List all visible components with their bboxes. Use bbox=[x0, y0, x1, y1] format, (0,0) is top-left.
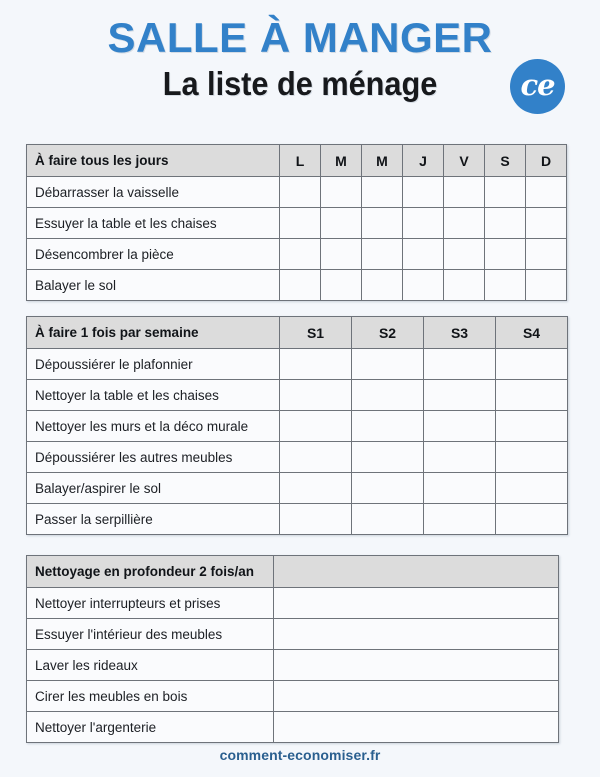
checkbox-cell[interactable] bbox=[424, 504, 496, 535]
checkbox-cell[interactable] bbox=[424, 473, 496, 504]
checkbox-cell[interactable] bbox=[280, 270, 321, 301]
column-header-blank bbox=[274, 556, 559, 588]
checkbox-cell[interactable] bbox=[362, 177, 403, 208]
checklist-deep bbox=[26, 555, 559, 743]
checkbox-cell[interactable] bbox=[526, 239, 567, 270]
brand-logo-text: ce bbox=[520, 68, 555, 102]
checkbox-cell[interactable] bbox=[496, 504, 568, 535]
checkbox-cell[interactable] bbox=[280, 208, 321, 239]
table-row bbox=[27, 650, 559, 681]
checkbox-cell[interactable] bbox=[403, 177, 444, 208]
checkbox-cell[interactable] bbox=[321, 177, 362, 208]
task-label: Balayer le sol bbox=[27, 270, 280, 301]
checklist-table-deep bbox=[26, 555, 559, 743]
task-label: Dépoussiérer le plafonnier bbox=[27, 349, 280, 380]
table-row bbox=[27, 588, 559, 619]
table-header-row bbox=[27, 317, 568, 349]
table-row bbox=[27, 504, 568, 535]
checkbox-cell[interactable] bbox=[444, 239, 485, 270]
checkbox-cell[interactable] bbox=[321, 270, 362, 301]
table-row bbox=[27, 349, 568, 380]
column-header-j: J bbox=[403, 145, 444, 177]
table-row bbox=[27, 208, 567, 239]
table-row bbox=[27, 411, 568, 442]
checkbox-cell[interactable] bbox=[496, 473, 568, 504]
checkbox-cell[interactable] bbox=[280, 411, 352, 442]
task-label: Nettoyer les murs et la déco murale bbox=[27, 411, 280, 442]
task-label: Nettoyer interrupteurs et prises bbox=[27, 588, 274, 619]
checkbox-cell[interactable] bbox=[526, 270, 567, 301]
table-header-row bbox=[27, 145, 567, 177]
footer-site-link[interactable]: comment-economiser.fr bbox=[219, 747, 381, 763]
task-label: Nettoyer l'argenterie bbox=[27, 712, 274, 743]
table-row bbox=[27, 239, 567, 270]
task-label: Débarrasser la vaisselle bbox=[27, 177, 280, 208]
checkbox-cell[interactable] bbox=[321, 208, 362, 239]
checklist-table-daily bbox=[26, 144, 567, 301]
column-header-s4: S4 bbox=[496, 317, 568, 349]
task-label: Passer la serpillière bbox=[27, 504, 280, 535]
table-row bbox=[27, 442, 568, 473]
table-section-title: À faire 1 fois par semaine bbox=[27, 317, 280, 349]
checkbox-cell[interactable] bbox=[403, 208, 444, 239]
checkbox-cell[interactable] bbox=[485, 270, 526, 301]
checkbox-cell[interactable] bbox=[496, 411, 568, 442]
checkbox-cell[interactable] bbox=[485, 239, 526, 270]
checkbox-cell[interactable] bbox=[352, 504, 424, 535]
table-row bbox=[27, 681, 559, 712]
checklist-table-weekly bbox=[26, 316, 568, 535]
checkbox-cell[interactable] bbox=[352, 349, 424, 380]
column-header-s2: S2 bbox=[352, 317, 424, 349]
checkbox-cell[interactable] bbox=[280, 349, 352, 380]
column-header-s: S bbox=[485, 145, 526, 177]
checkbox-cell[interactable] bbox=[274, 650, 559, 681]
table-row bbox=[27, 177, 567, 208]
checkbox-cell[interactable] bbox=[485, 177, 526, 208]
table-section-title: Nettoyage en profondeur 2 fois/an bbox=[27, 556, 274, 588]
table-row bbox=[27, 473, 568, 504]
task-label: Essuyer l'intérieur des meubles bbox=[27, 619, 274, 650]
page-header bbox=[0, 0, 600, 104]
checkbox-cell[interactable] bbox=[321, 239, 362, 270]
table-header-row bbox=[27, 556, 559, 588]
column-header-d: D bbox=[526, 145, 567, 177]
table-row bbox=[27, 619, 559, 650]
task-label: Dépoussiérer les autres meubles bbox=[27, 442, 280, 473]
checkbox-cell[interactable] bbox=[444, 177, 485, 208]
checkbox-cell[interactable] bbox=[280, 442, 352, 473]
task-label: Essuyer la table et les chaises bbox=[27, 208, 280, 239]
checkbox-cell[interactable] bbox=[352, 442, 424, 473]
checkbox-cell[interactable] bbox=[496, 442, 568, 473]
checklist-weekly bbox=[26, 316, 568, 535]
task-label: Balayer/aspirer le sol bbox=[27, 473, 280, 504]
column-header-v: V bbox=[444, 145, 485, 177]
checkbox-cell[interactable] bbox=[280, 473, 352, 504]
checkbox-cell[interactable] bbox=[274, 588, 559, 619]
checkbox-cell[interactable] bbox=[274, 681, 559, 712]
checkbox-cell[interactable] bbox=[403, 270, 444, 301]
page-subtitle: La liste de ménage bbox=[162, 65, 438, 103]
checkbox-cell[interactable] bbox=[424, 380, 496, 411]
task-label: Désencombrer la pièce bbox=[27, 239, 280, 270]
checkbox-cell[interactable] bbox=[274, 712, 559, 743]
checkbox-cell[interactable] bbox=[274, 619, 559, 650]
checkbox-cell[interactable] bbox=[362, 270, 403, 301]
column-header-m: M bbox=[321, 145, 362, 177]
column-header-s3: S3 bbox=[424, 317, 496, 349]
table-row bbox=[27, 712, 559, 743]
checkbox-cell[interactable] bbox=[280, 380, 352, 411]
page-title: SALLE À MANGER bbox=[107, 14, 493, 61]
checkbox-cell[interactable] bbox=[362, 239, 403, 270]
checkbox-cell[interactable] bbox=[526, 208, 567, 239]
checkbox-cell[interactable] bbox=[424, 411, 496, 442]
footer bbox=[0, 747, 600, 763]
checkbox-cell[interactable] bbox=[424, 349, 496, 380]
checkbox-cell[interactable] bbox=[352, 411, 424, 442]
checkbox-cell[interactable] bbox=[352, 380, 424, 411]
checkbox-cell[interactable] bbox=[444, 270, 485, 301]
table-row bbox=[27, 380, 568, 411]
checklist-daily bbox=[26, 144, 567, 301]
brand-logo bbox=[510, 59, 565, 114]
checkbox-cell[interactable] bbox=[352, 473, 424, 504]
checkbox-cell[interactable] bbox=[424, 442, 496, 473]
task-label: Laver les rideaux bbox=[27, 650, 274, 681]
checkbox-cell[interactable] bbox=[403, 239, 444, 270]
checkbox-cell[interactable] bbox=[496, 349, 568, 380]
table-section-title: À faire tous les jours bbox=[27, 145, 280, 177]
column-header-l: L bbox=[280, 145, 321, 177]
checkbox-cell[interactable] bbox=[485, 208, 526, 239]
checkbox-cell[interactable] bbox=[496, 380, 568, 411]
checkbox-cell[interactable] bbox=[280, 504, 352, 535]
checkbox-cell[interactable] bbox=[280, 239, 321, 270]
task-label: Cirer les meubles en bois bbox=[27, 681, 274, 712]
checkbox-cell[interactable] bbox=[444, 208, 485, 239]
column-header-m: M bbox=[362, 145, 403, 177]
checkbox-cell[interactable] bbox=[526, 177, 567, 208]
checkbox-cell[interactable] bbox=[280, 177, 321, 208]
table-row bbox=[27, 270, 567, 301]
checkbox-cell[interactable] bbox=[362, 208, 403, 239]
task-label: Nettoyer la table et les chaises bbox=[27, 380, 280, 411]
column-header-s1: S1 bbox=[280, 317, 352, 349]
